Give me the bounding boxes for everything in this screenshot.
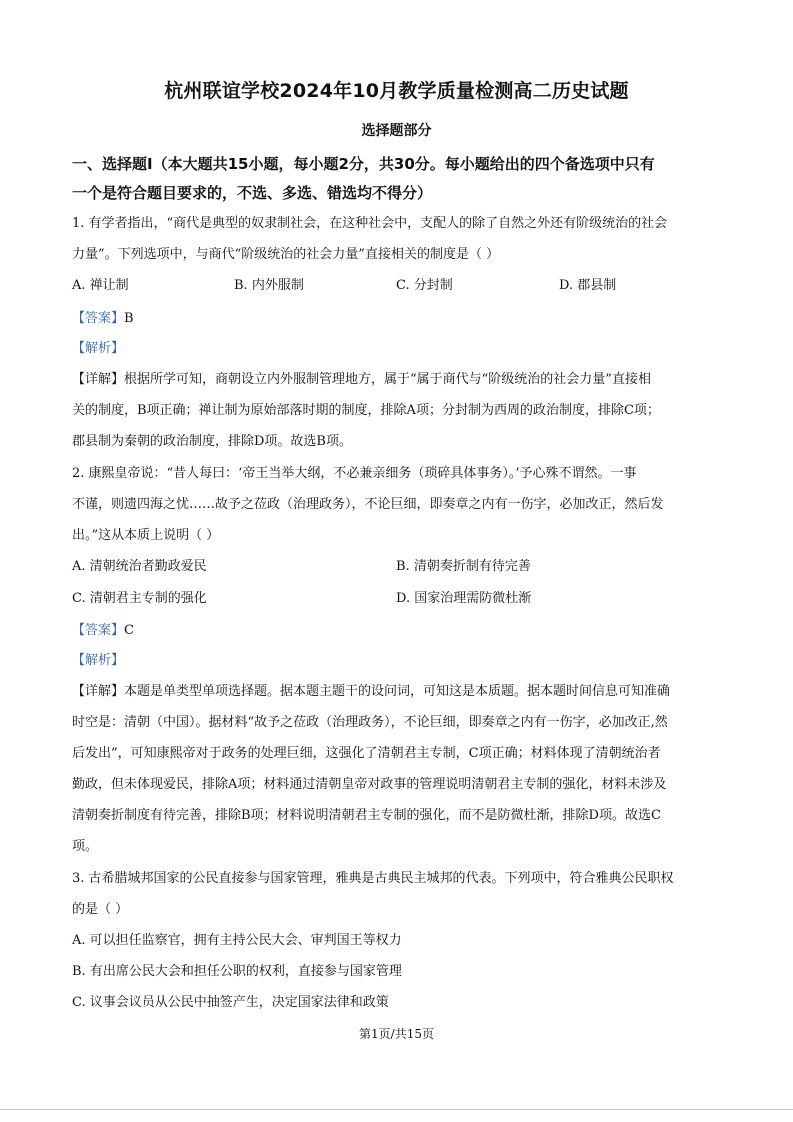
q3-option-c: C. 议事会议员从公民中抽签产生，决定国家法律和政策	[72, 995, 389, 1010]
q1-option-b: B. 内外服制	[234, 278, 304, 293]
q2-answer	[72, 622, 134, 640]
q3-option-a: A. 可以担任监察官，拥有主持公民大会、审判国王等权力	[72, 933, 402, 948]
detail-tag: 【详解】	[72, 684, 125, 699]
q1-option-a: A. 禅让制	[72, 278, 129, 293]
q2-detail-line: 后发出”，可知康熙帝对于政务的处理巨细，这强化了清朝君主专制，C项正确；材料体现了清朝统治者	[72, 746, 661, 761]
q3-stem-line: 的是（ ）	[72, 902, 129, 917]
q2-detail-line: 勤政，但未体现爱民，排除A项；材料通过清朝皇帝对政事的管理说明清朝君主专制的强化，材料未涉及	[72, 777, 667, 792]
heading-line: 一个是符合题目要求的，不选、多选、错选均不得分）	[72, 184, 433, 202]
q3-stem-line: 3. 古希腊城邦国家的公民直接参与国家管理，雅典是古典民主城邦的代表。下列项中，符合雅典公民职权	[72, 871, 674, 886]
section-title: 选择题部分	[361, 123, 432, 139]
detail-text: 本题是单类型单项选择题。据本题主题干的设问词，可知这是本质题。据本题时间信息可知准确	[124, 684, 671, 699]
q1-option-d: D. 郡县制	[559, 278, 617, 293]
q3-option-b: B. 有出席公民大会和担任公职的权利，直接参与国家管理	[72, 964, 402, 979]
answer-tag: 【答案】	[72, 623, 125, 638]
q1-detail-line	[72, 371, 651, 389]
detail-text: 根据所学可知，商朝设立内外服制管理地方，属于“属于商代与“阶级统治的社会力量”直接相	[124, 372, 651, 387]
q2-stem-line: 出。”这从本质上说明（ ）	[72, 528, 220, 543]
exam-title: 杭州联谊学校2024年10月教学质量检测高二历史试题	[164, 80, 629, 102]
q2-option-b: B. 清朝奏折制有待完善	[396, 559, 531, 574]
q2-detail-line	[72, 683, 670, 701]
answer-value: C	[124, 623, 134, 638]
q2-option-c: C. 清朝君主专制的强化	[72, 591, 207, 606]
q2-option-d: D. 国家治理需防微杜渐	[396, 591, 532, 606]
analysis-tag: 【解析】	[72, 341, 125, 356]
page-number: 第1页/共15页	[359, 1027, 434, 1041]
q2-stem-line: 2. 康熙皇帝说：“昔人每曰：‘帝王当举大纲，不必兼亲细务（琐碎具体事务）。’予心殊不谓然。一事	[72, 466, 637, 481]
bottom-divider	[0, 1109, 793, 1110]
q1-detail-line: 郡县制为秦朝的政治制度，排除D项。故选B项。	[72, 434, 352, 449]
q2-option-a: A. 清朝统治者勤政爱民	[72, 559, 207, 574]
analysis-tag: 【解析】	[72, 653, 125, 668]
q2-analysis	[72, 652, 124, 670]
q1-stem-line: 力量”。下列选项中，与商代“阶级统治的社会力量”直接相关的制度是（ ）	[72, 247, 500, 262]
section-heading	[72, 150, 722, 208]
heading-line: 一、选择题Ⅰ（本大题共15小题，每小题2分，共30分。每小题给出的四个备选项中只有	[72, 155, 655, 173]
q1-analysis	[72, 340, 124, 358]
answer-tag: 【答案】	[72, 311, 125, 326]
q1-stem-line: 1. 有学者指出，“商代是典型的奴隶制社会，在这种社会中，支配人的除了自然之外还有阶级统治的社会	[72, 216, 668, 231]
q2-detail-line: 项。	[72, 839, 99, 854]
q1-detail-line: 关的制度，B项正确；禅让制为原始部落时期的制度，排除A项；分封制为西周的政治制度，排除C项；	[72, 403, 660, 418]
q1-answer	[72, 310, 134, 328]
q2-detail-line: 清朝奏折制度有待完善，排除B项；材料说明清朝君主专制的强化，而不是防微杜渐，排除D项。故选C	[72, 808, 661, 823]
q2-stem-line: 不谨，则遗四海之忧……故予之莅政（治理政务），不论巨细，即奏章之内有一伤字，必加改正，然后发	[72, 497, 664, 512]
q1-option-c: C. 分封制	[396, 278, 453, 293]
detail-tag: 【详解】	[72, 372, 125, 387]
answer-value: B	[124, 311, 134, 326]
q2-detail-line: 时空是：清朝（中国）。据材料“故予之莅政（治理政务），不论巨细，即奏章之内有一伤字，必加改正,然	[72, 715, 668, 730]
